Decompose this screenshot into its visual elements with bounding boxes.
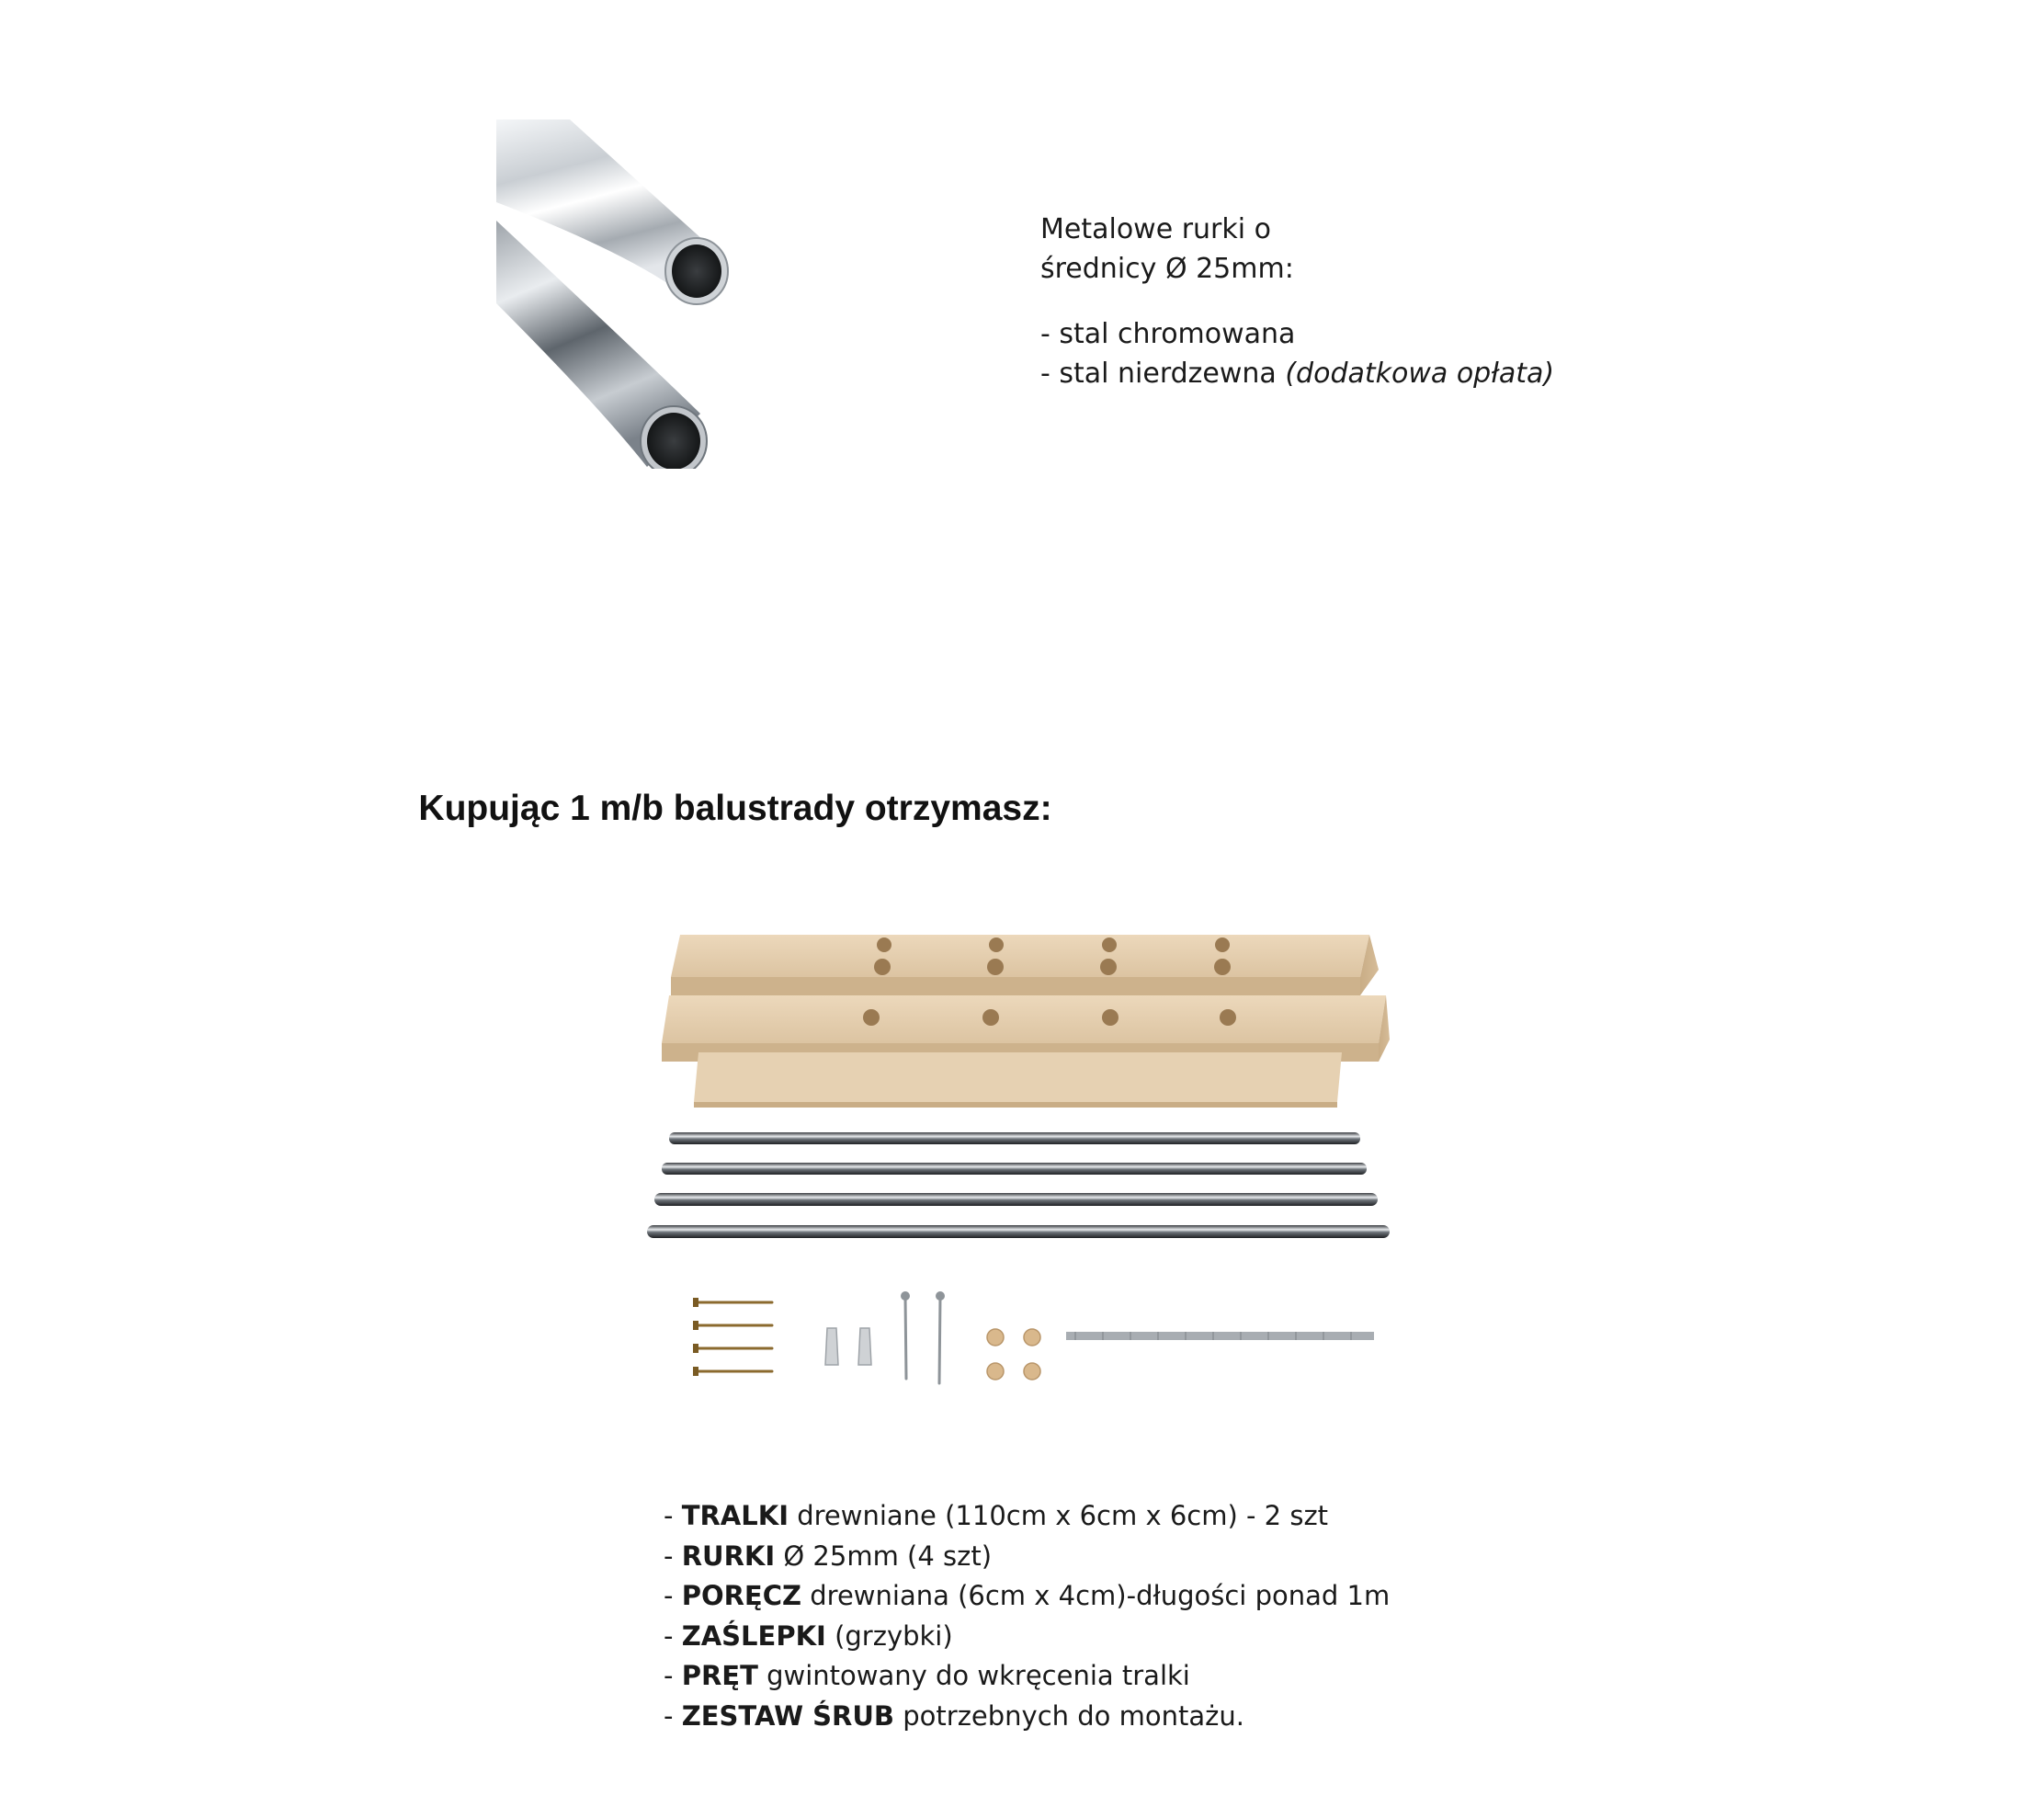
kit-item-name: ZESTAW ŚRUB [681,1699,895,1732]
kit-item-screw-set [664,1697,1583,1737]
kit-item-dash: - [664,1500,682,1531]
balustrade-kit-photo [643,924,1406,1402]
kit-item-threaded-rod [664,1656,1583,1697]
kit-item-dash: - [664,1540,682,1572]
kit-item-dash: - [664,1699,682,1732]
kit-contents-list [664,1496,1583,1736]
kit-item-name: TRALKI [681,1500,789,1531]
kit-headline: Kupując 1 m/b balustrady otrzymasz: [418,789,1052,828]
kit-item-detail: gwintowany do wkręcenia tralki [757,1660,1190,1691]
chrome-tubes-photo [496,119,735,469]
kit-item-detail: Ø 25mm (4 szt) [775,1540,993,1572]
kit-item-detail: drewniane (110cm x 6cm x 6cm) - 2 szt [789,1500,1329,1531]
kit-item-detail: drewniana (6cm x 4cm)-długości ponad 1m [801,1580,1391,1611]
tube-option-chrome: - stal chromowana [1040,318,1296,350]
kit-item-dash: - [664,1660,682,1691]
kit-item-tubes [664,1537,1583,1577]
tube-desc-line1: Metalowe rurki o [1040,213,1271,245]
tube-option-stainless [1040,354,1684,393]
kit-item-dash: - [664,1619,682,1652]
kit-item-caps [664,1617,1583,1657]
kit-item-balusters [664,1496,1583,1537]
kit-item-name: PORĘCZ [681,1580,802,1611]
kit-item-dash: - [664,1580,682,1611]
kit-item-name: PRĘT [681,1660,758,1691]
tube-description [1040,210,1684,393]
extra-fee-note: (dodatkowa opłata) [1285,358,1555,390]
kit-item-handrail [664,1576,1583,1617]
tube-option-stainless-label: - stal nierdzewna [1040,358,1286,390]
tube-desc-line2: średnicy Ø 25mm: [1040,253,1294,285]
kit-item-detail: (grzybki) [825,1619,953,1652]
kit-item-name: ZAŚLEPKI [681,1619,826,1652]
kit-item-detail: potrzebnych do montażu. [894,1699,1244,1732]
kit-item-name: RURKI [681,1540,776,1572]
